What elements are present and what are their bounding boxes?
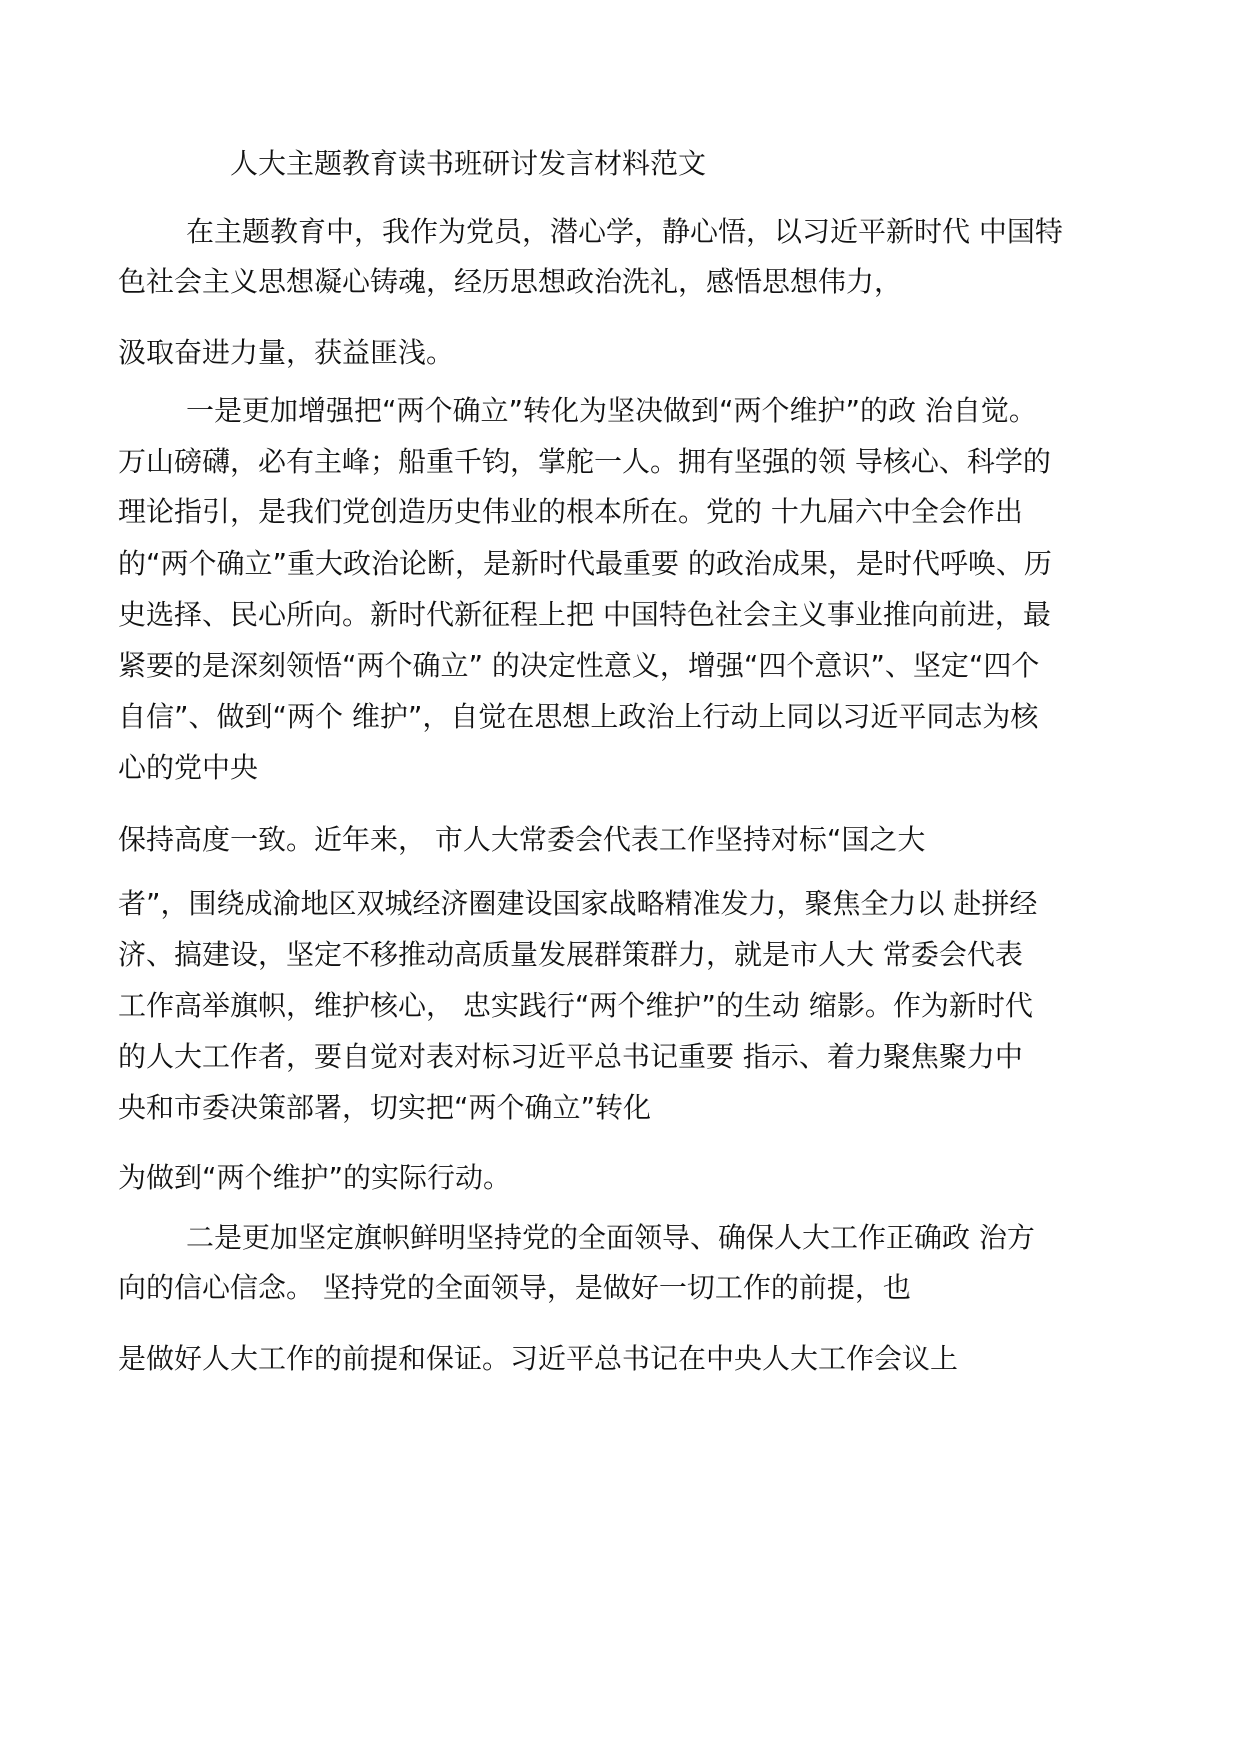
- body-line: 史选择、民心所向。新时代新征程上把 中国特色社会主义事业推向前进，最: [118, 598, 1051, 631]
- body-line: 色社会主义思想凝心铸魂，经历思想政治洗礼，感悟思想伟力，: [118, 265, 903, 298]
- body-line: 万山磅礴，必有主峰；船重千钧，掌舵一人。拥有坚强的领 导核心、科学的: [118, 445, 1051, 478]
- body-line: 为做到“两个维护”的实际行动。: [118, 1161, 512, 1194]
- body-line: 保持高度一致。近年来， 市人大常委会代表工作坚持对标“国之大: [118, 823, 926, 856]
- body-line: 在主题教育中，我作为党员，潜心学，静心悟，以习近平新时代 中国特: [186, 215, 1063, 248]
- body-line: 二是更加坚定旗帜鲜明坚持党的全面领导、确保人大工作正确政 治方: [186, 1221, 1035, 1254]
- body-line: 心的党中央: [118, 751, 259, 784]
- body-line: 汲取奋进力量，获益匪浅。: [118, 336, 455, 369]
- body-line: 紧要的是深刻领悟“两个确立” 的决定性意义，增强“四个意识”、坚定“四个: [118, 649, 1040, 682]
- body-line: 一是更加增强把“两个确立”转化为坚决做到“两个维护”的政 治自觉。: [186, 394, 1037, 427]
- body-line: 理论指引，是我们党创造历史伟业的根本所在。党的 十九届六中全会作出: [118, 495, 1023, 528]
- body-line: 的“两个确立”重大政治论断，是新时代最重要 的政治成果，是时代呼唤、历: [118, 547, 1052, 580]
- body-line: 向的信心信念。 坚持党的全面领导，是做好一切工作的前提，也: [118, 1271, 911, 1304]
- body-line: 自信”、做到“两个 维护”，自觉在思想上政治上行动上同以习近平同志为核: [118, 700, 1039, 733]
- body-line: 是做好人大工作的前提和保证。习近平总书记在中央人大工作会议上: [118, 1342, 959, 1375]
- document-title: 人大主题教育读书班研讨发言材料范文: [230, 147, 707, 180]
- body-line: 工作高举旗帜，维护核心， 忠实践行“两个维护”的生动 缩影。作为新时代: [118, 989, 1033, 1022]
- body-line: 央和市委决策部署，切实把“两个确立”转化: [118, 1091, 652, 1124]
- body-line: 者”，围绕成渝地区双城经济圈建设国家战略精准发力，聚焦全力以 赴拼经: [118, 887, 1038, 920]
- body-line: 的人大工作者，要自觉对表对标习近平总书记重要 指示、着力聚焦聚力中: [118, 1040, 1023, 1073]
- body-line: 济、搞建设，坚定不移推动高质量发展群策群力，就是市人大 常委会代表: [118, 938, 1023, 971]
